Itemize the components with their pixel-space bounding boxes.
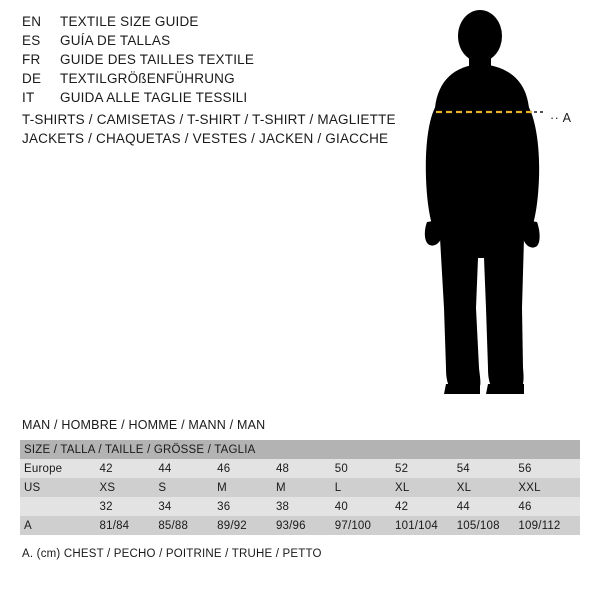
language-title: GUÍA DE TALLAS xyxy=(60,33,171,48)
cell-value: 85/88 xyxy=(158,516,217,535)
cell-value: 42 xyxy=(100,459,159,478)
language-title: GUIDE DES TAILLES TEXTILE xyxy=(60,52,255,67)
cell-value: M xyxy=(276,478,335,497)
cell-value: M xyxy=(217,478,276,497)
table-header-label: SIZE / TALLA / TAILLE / GRÖSSE / TAGLIA xyxy=(20,440,580,459)
row-label-us: US xyxy=(20,478,100,497)
language-row-it xyxy=(22,90,362,109)
language-header-block xyxy=(22,14,362,109)
table-row xyxy=(20,516,580,535)
cell-value: 52 xyxy=(395,459,457,478)
cell-value: 38 xyxy=(276,497,335,516)
cell-value: L xyxy=(335,478,395,497)
language-row-es xyxy=(22,33,362,52)
cell-value: 36 xyxy=(217,497,276,516)
language-row-de xyxy=(22,71,362,90)
language-title: TEXTILE SIZE GUIDE xyxy=(60,14,199,29)
category-jackets: JACKETS / CHAQUETAS / VESTES / JACKEN / GIACCHE xyxy=(22,131,389,146)
language-title: GUIDA ALLE TAGLIE TESSILI xyxy=(60,90,248,105)
row-label-us-numeric xyxy=(20,497,100,516)
table-row xyxy=(20,459,580,478)
cell-value: S xyxy=(158,478,217,497)
cell-value: 44 xyxy=(158,459,217,478)
table-footnote: A. (cm) CHEST / PECHO / POITRINE / TRUHE / PETTO xyxy=(22,548,322,560)
language-row-en xyxy=(22,14,362,33)
cell-value: 81/84 xyxy=(100,516,159,535)
language-row-fr xyxy=(22,52,362,71)
category-tshirts: T-SHIRTS / CAMISETAS / T-SHIRT / T-SHIRT / MAGLIETTE xyxy=(22,112,396,127)
row-label-europe: Europe xyxy=(20,459,100,478)
language-code: EN xyxy=(22,14,42,29)
row-label-a: A xyxy=(20,516,100,535)
table-title-man: MAN / HOMBRE / HOMME / MANN / MAN xyxy=(22,418,266,432)
measure-label-a: ·· A xyxy=(550,111,572,125)
cell-value: 40 xyxy=(335,497,395,516)
cell-value: 46 xyxy=(518,497,580,516)
cell-value: XS xyxy=(100,478,159,497)
cell-value: 32 xyxy=(100,497,159,516)
cell-value: 97/100 xyxy=(335,516,395,535)
size-table xyxy=(20,440,580,535)
cell-value: 48 xyxy=(276,459,335,478)
garment-category-block xyxy=(22,110,422,148)
language-code: DE xyxy=(22,71,42,86)
table-row xyxy=(20,478,580,497)
cell-value: 56 xyxy=(518,459,580,478)
table-header-row xyxy=(20,440,580,459)
table-row xyxy=(20,497,580,516)
language-code: ES xyxy=(22,33,41,48)
cell-value: 44 xyxy=(457,497,519,516)
male-silhouette-icon xyxy=(400,8,600,408)
cell-value: 50 xyxy=(335,459,395,478)
cell-value: XL xyxy=(457,478,519,497)
cell-value: XL xyxy=(395,478,457,497)
language-code: FR xyxy=(22,52,41,67)
cell-value: 54 xyxy=(457,459,519,478)
cell-value: XXL xyxy=(518,478,580,497)
cell-value: 93/96 xyxy=(276,516,335,535)
language-code: IT xyxy=(22,90,35,105)
cell-value: 105/108 xyxy=(457,516,519,535)
cell-value: 46 xyxy=(217,459,276,478)
language-title: TEXTILGRÖßENFÜHRUNG xyxy=(60,71,235,86)
cell-value: 109/112 xyxy=(518,516,580,535)
body-silhouette-figure xyxy=(400,8,600,408)
cell-value: 89/92 xyxy=(217,516,276,535)
cell-value: 34 xyxy=(158,497,217,516)
cell-value: 42 xyxy=(395,497,457,516)
cell-value: 101/104 xyxy=(395,516,457,535)
